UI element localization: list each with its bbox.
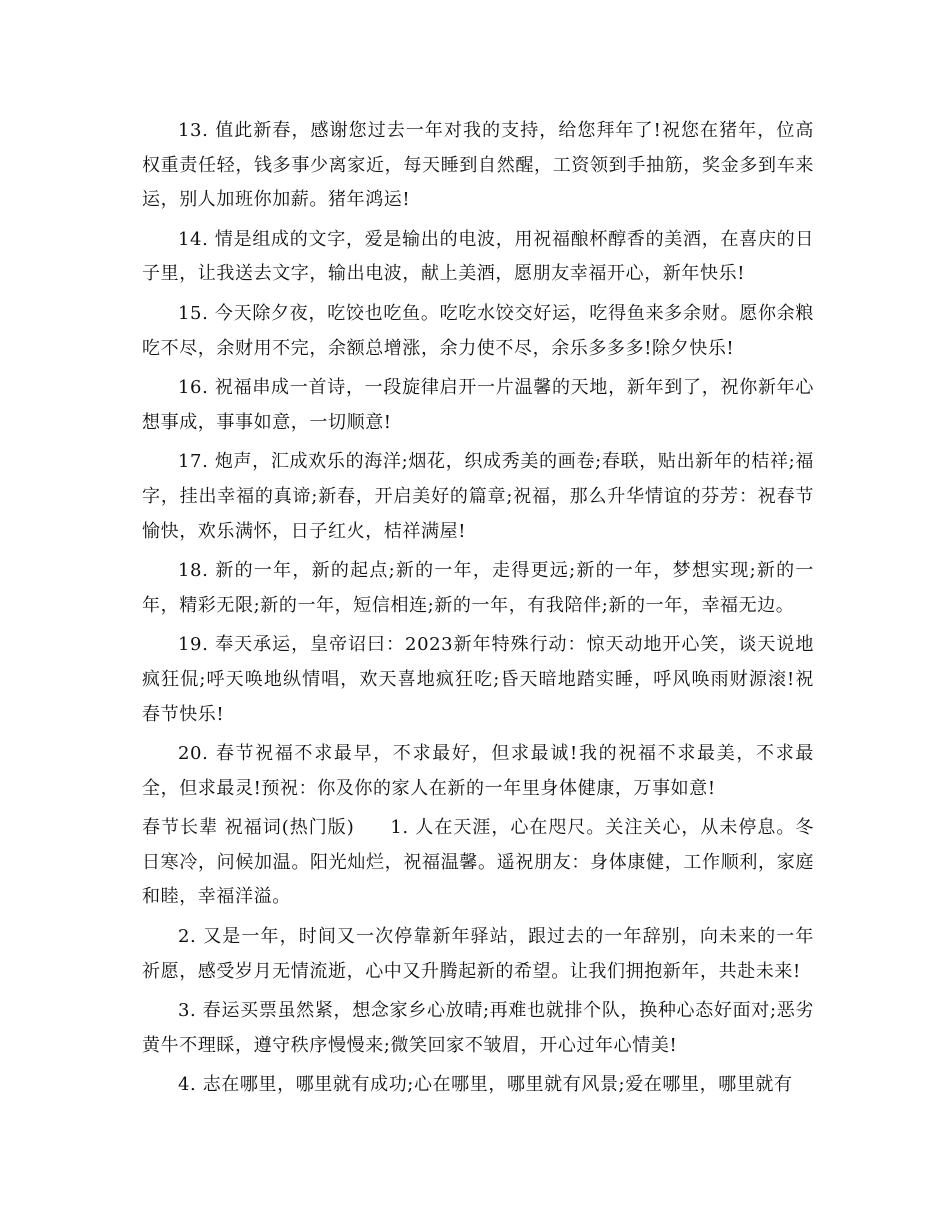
paragraph-13: 13. 值此新春，感谢您过去一年对我的支持，给您拜年了!祝您在猪年，位高权重责任轻，钱多事少离家近，每天睡到自然醒，工资领到手抽筋，奖金多到车来运，别人加班你加薪。猪年鸿运! [142, 120, 814, 211]
paragraph-14: 14. 情是组成的文字，爱是输出的电波，用祝福酿杯醇香的美酒，在喜庆的日子里，让我送去文字，输出电波，献上美酒，愿朋友幸福开心，新年快乐! [142, 228, 814, 285]
paragraph-15: 15. 今天除夕夜，吃饺也吃鱼。吃吃水饺交好运，吃得鱼来多余财。愿你余粮吃不尽，余财用不完，余额总增涨，余力使不尽，余乐多多多!除夕快乐! [142, 302, 814, 359]
document-body [142, 114, 814, 1108]
paragraph-20: 20. 春节祝福不求最早，不求最好，但求最诚!我的祝福不求最美，不求最全，但求最灵!预祝：你及你的家人在新的一年里身体健康，万事如意! [142, 743, 814, 799]
paragraph-18: 18. 新的一年，新的起点;新的一年，走得更远;新的一年，梦想实现;新的一年，精彩无限;新的一年，短信相连;新的一年，有我陪伴;新的一年，幸福无边。 [142, 560, 814, 616]
section-heading: 春节长辈 祝福词(热门版) [142, 817, 355, 839]
section-heading-paragraph [142, 811, 814, 915]
paragraph-17: 17. 炮声，汇成欢乐的海洋;烟花，织成秀美的画卷;春联，贴出新年的桔祥;福字，挂出幸福的真谛;新春，开启美好的篇章;祝福，那么升华情谊的芬芳：祝春节愉快，欢乐满怀，日子红火，桔祥满屋! [142, 451, 814, 542]
paragraph-1: 1. 人在天涯，心在咫尺。关注关心，从未停息。冬日寒冷，问候加温。阳光灿烂，祝福温馨。遥祝朋友：身体康健，工作顺利，家庭和睦，幸福洋溢。 [142, 817, 814, 908]
paragraph-2: 2. 又是一年，时间又一次停靠新年驿站，跟过去的一年辞别，向未来的一年祈愿，感受岁月无情流逝，心中又升腾起新的希望。让我们拥抱新年，共赴未来! [142, 926, 814, 982]
paragraph-19: 19. 奉天承运，皇帝诏曰：2023新年特殊行动：惊天动地开心笑，谈天说地疯狂侃;呼天唤地纵情唱，欢天喜地疯狂吃;昏天暗地踏实睡，呼风唤雨财源滚!祝春节快乐! [142, 634, 814, 725]
paragraph-3: 3. 春运买票虽然紧，想念家乡心放晴;再难也就排个队，换种心态好面对;恶劣黄牛不理睬，遵守秩序慢慢来;微笑回家不皱眉，开心过年心情美! [142, 1000, 814, 1056]
paragraph-4: 4. 志在哪里，哪里就有成功;心在哪里，哪里就有风景;爱在哪里，哪里就有 [178, 1074, 793, 1096]
paragraph-16: 16. 祝福串成一首诗，一段旋律启开一片温馨的天地，新年到了，祝你新年心想事成，事事如意，一切顺意! [142, 377, 814, 433]
